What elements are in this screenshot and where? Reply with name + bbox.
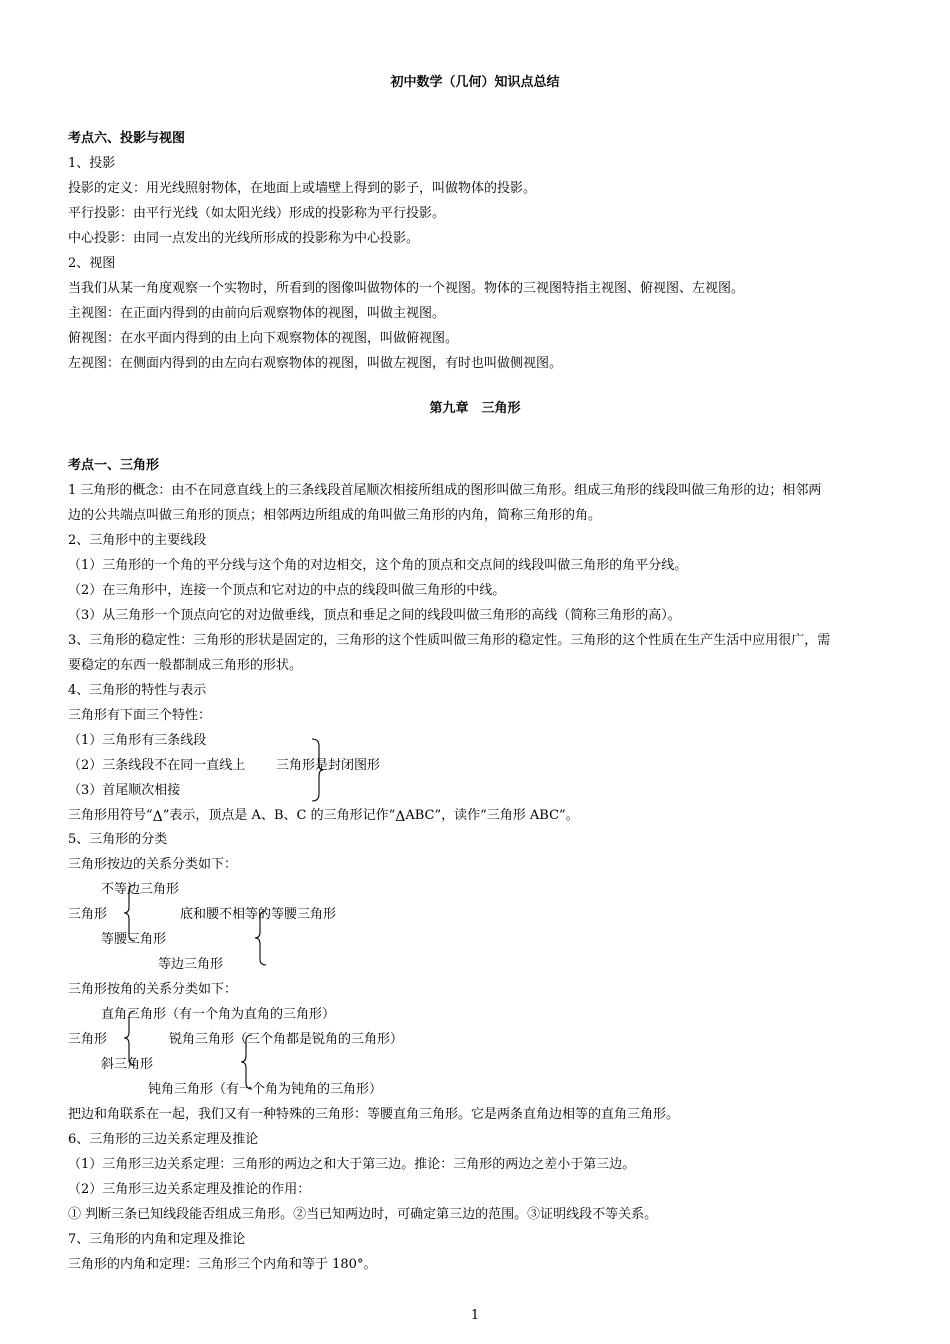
section-heading-projection: 考点六、投影与视图 — [68, 131, 186, 146]
paragraph: 边的公共端点叫做三角形的顶点；相邻两边所组成的角叫做三角形的内角，简称三角形的角。 — [68, 508, 602, 523]
paragraph: 把边和角联系在一起，我们又有一种特殊的三角形：等腰直角三角形。它是两条直角边相等的直角三角形。 — [68, 1107, 680, 1122]
left-brace-icon — [254, 910, 268, 966]
paragraph: 主视图：在正面内得到的由前向后观察物体的视图，叫做主视图。 — [68, 306, 446, 321]
class-equilateral: 等边三角形 — [158, 957, 224, 972]
left-brace-icon — [123, 1010, 137, 1066]
notation-text: ABC”，读作“三角形 ABC”。 — [405, 808, 579, 823]
paragraph: 中心投影：由同一点发出的光线所形成的投影称为中心投影。 — [68, 231, 420, 246]
class-root: 三角形 — [68, 1032, 108, 1047]
paragraph: 1 三角形的概念：由不在同意直线上的三条线段首尾顺次相接所组成的图形叫做三角形。组成三角形的线段叫做三角形的边；相邻两 — [68, 483, 822, 498]
paragraph: 三角形有下面三个特性： — [68, 708, 212, 723]
paragraph: 6、三角形的三边关系定理及推论 — [68, 1132, 259, 1147]
paragraph: 要稳定的东西一般都制成三角形的形状。 — [68, 658, 303, 673]
property-result: 三角形是封闭图形 — [276, 758, 381, 773]
left-brace-icon — [123, 884, 137, 942]
paragraph: （2）在三角形中，连接一个顶点和它对边的中点的线段叫做三角形的中线。 — [68, 583, 506, 598]
page-number: 1 — [470, 1308, 480, 1323]
property-item: （3）首尾顺次相接 — [68, 783, 181, 798]
paragraph: 左视图：在侧面内得到的由左向右观察物体的视图，叫做左视图，有时也叫做侧视图。 — [68, 356, 563, 371]
paragraph: 当我们从某一角度观察一个实物时，所看到的图像叫做物体的一个视图。物体的三视图特指主视图、俯视图、左视图。 — [68, 281, 745, 296]
paragraph: 1、投影 — [68, 156, 116, 171]
class-right: 直角三角形（有一个角为直角的三角形） — [101, 1007, 336, 1022]
section-heading-triangle: 考点一、三角形 — [68, 458, 160, 473]
paragraph: 2、视图 — [68, 256, 116, 271]
paragraph: 俯视图：在水平面内得到的由上向下观察物体的视图，叫做俯视图。 — [68, 331, 459, 346]
notation-text: ”表示，顶点是 A、B、C 的三角形记作“ — [162, 808, 396, 823]
triangle-notation — [68, 806, 579, 825]
class-oblique: 斜三角形 — [101, 1057, 154, 1072]
paragraph: 三角形的内角和定理：三角形三个内角和等于 180°。 — [68, 1257, 377, 1272]
class-isosceles-non-equilateral: 底和腰不相等的等腰三角形 — [180, 907, 337, 922]
paragraph: 三角形按边的关系分类如下： — [68, 857, 238, 872]
right-brace-icon — [310, 738, 324, 802]
class-acute: 锐角三角形（三个角都是锐角的三角形） — [169, 1032, 404, 1047]
property-item: （1）三角形有三条线段 — [68, 733, 207, 748]
paragraph: 5、三角形的分类 — [68, 832, 168, 847]
class-obtuse: 钝角三角形（有一个角为钝角的三角形） — [148, 1082, 383, 1097]
paragraph: 三角形按角的关系分类如下： — [68, 982, 238, 997]
property-item: （2）三条线段不在同一直线上 — [68, 758, 246, 773]
class-root: 三角形 — [68, 907, 108, 922]
paragraph: 投影的定义：用光线照射物体，在地面上或墙壁上得到的影子，叫做物体的投影。 — [68, 181, 537, 196]
paragraph: （3）从三角形一个顶点向它的对边做垂线，顶点和垂足之间的线段叫做三角形的高线（简称三角形的高）。 — [68, 608, 681, 623]
paragraph: （1）三角形的一个角的平分线与这个角的对边相交，这个角的顶点和交点间的线段叫做三角形的角平分线。 — [68, 558, 688, 573]
class-isosceles: 等腰三角形 — [101, 932, 167, 947]
triangle-symbol-icon: Δ — [395, 809, 406, 825]
paragraph: 平行投影：由平行光线（如太阳光线）形成的投影称为平行投影。 — [68, 206, 446, 221]
paragraph: 2、三角形中的主要线段 — [68, 533, 207, 548]
left-brace-icon — [240, 1034, 254, 1090]
chapter-title: 第九章 三角形 — [429, 401, 521, 416]
paragraph: （1）三角形三边关系定理：三角形的两边之和大于第三边。推论：三角形的两边之差小于第三边。 — [68, 1157, 636, 1172]
class-scalene: 不等边三角形 — [101, 882, 180, 897]
paragraph: 7、三角形的内角和定理及推论 — [68, 1232, 246, 1247]
paragraph: 3、三角形的稳定性：三角形的形状是固定的，三角形的这个性质叫做三角形的稳定性。三角形的这个性质在生产生活中应用很广，需 — [68, 633, 831, 648]
document-title: 初中数学（几何）知识点总结 — [390, 75, 560, 90]
paragraph: 4、三角形的特性与表示 — [68, 683, 207, 698]
triangle-symbol-icon: Δ — [152, 809, 163, 825]
paragraph: ① 判断三条已知线段能否组成三角形。②当已知两边时，可确定第三边的范围。③证明线段不等关系。 — [68, 1207, 658, 1222]
paragraph: （2）三角形三边关系定理及推论的作用： — [68, 1182, 311, 1197]
notation-text: 三角形用符号“ — [68, 808, 153, 823]
